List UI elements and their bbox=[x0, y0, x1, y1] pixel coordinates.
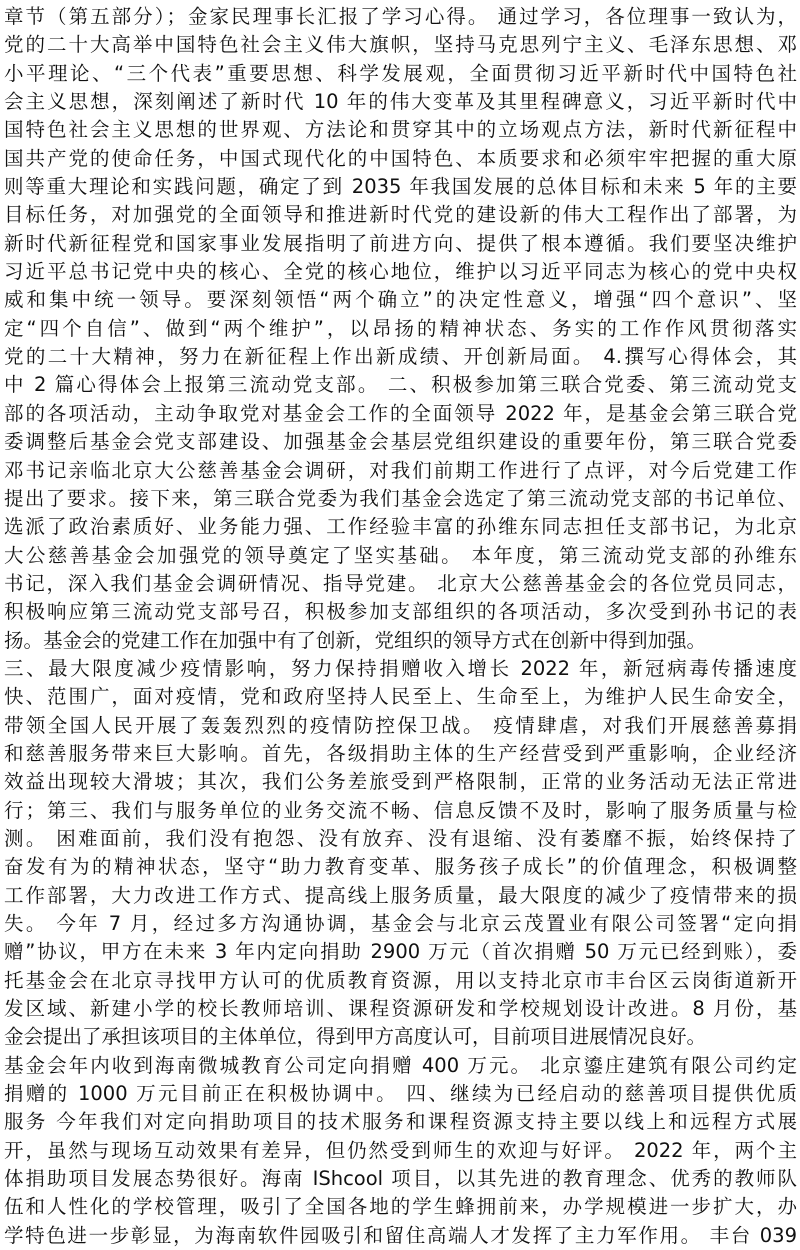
text-line: 奋发有为的精神状态，坚守“助力教育变革、服务孩子成长”的价值理念，积极调整 bbox=[4, 855, 797, 879]
text-line: 体捐助项目发展态势很好。海南 IShcool 项目，以其先进的教育理念、优秀的教师队 bbox=[4, 1167, 797, 1191]
text-line: 捐赠的 1000 万元目前正在积极协调中。 四、继续为已经启动的慈善项目提供优质 bbox=[4, 1082, 797, 1106]
text-line: 选派了政治素质好、业务能力强、工作经验丰富的孙维东同志担任支部书记，为北京 bbox=[4, 515, 797, 539]
text-line: 带领全国人民开展了轰轰烈烈的疫情防控保卫战。 疫情肆虐，对我们开展慈善募捐 bbox=[4, 713, 797, 737]
text-line: 国特色社会主义思想的世界观、方法论和贯穿其中的立场观点方法，新时代新征程中 bbox=[4, 118, 797, 142]
text-line: 定“四个自信”、做到“两个维护”，以昂扬的精神状态、务实的工作作风贯彻落实 bbox=[4, 316, 797, 340]
text-line: 委调整后基金会党支部建设、加强基金会基层党组织建设的重要年份，第三联合党委 bbox=[4, 430, 797, 454]
text-line: 提出了要求。接下来，第三联合党委为我们基金会选定了第三流动党支部的书记单位、 bbox=[4, 486, 797, 510]
text-line: 快、范围广，面对疫情，党和政府坚持人民至上、生命至上，为维护人民生命安全， bbox=[4, 685, 797, 709]
text-line: 伍和人性化的学校管理，吸引了全国各地的学生蜂拥前来，办学规模进一步扩大，办 bbox=[4, 1195, 797, 1219]
document-body-text bbox=[4, 3, 797, 1250]
text-line: 威和集中统一领导。要深刻领悟“两个确立”的决定性意义，增强“四个意识”、坚 bbox=[4, 288, 797, 312]
text-line: 赠”协议，甲方在未来 3 年内定向捐助 2900 万元（首次捐赠 50 万元已经到账），委 bbox=[4, 940, 797, 964]
text-line: 会主义思想，深刻阐述了新时代 10 年的伟大变革及其里程碑意义，习近平新时代中 bbox=[4, 90, 797, 114]
text-line: 部的各项活动，主动争取党对基金会工作的全面领导 2022 年，是基金会第三联合党 bbox=[4, 401, 797, 425]
text-line: 新时代新征程党和国家事业发展指明了前进方向、提供了根本遵循。我们要坚决维护 bbox=[4, 231, 797, 255]
text-line: 发区域、新建小学的校长教师培训、课程资源研发和学校规划设计改进。8 月份，基 bbox=[4, 997, 797, 1021]
text-line: 目标任务，对加强党的全面领导和推进新时代党的建设新的伟大工程作出了部署，为 bbox=[4, 203, 797, 227]
text-line: 小平理论、“三个代表”重要思想、科学发展观，全面贯彻习近平新时代中国特色社 bbox=[4, 61, 797, 85]
text-line: 开，虽然与现场互动效果有差异，但仍然受到师生的欢迎与好评。 2022 年，两个主 bbox=[4, 1138, 797, 1162]
text-line: 党的二十大精神，努力在新征程上作出新成绩、开创新局面。 4.撰写心得体会，其 bbox=[4, 345, 797, 369]
text-line: 党的二十大高举中国特色社会主义伟大旗帜，坚持马克思列宁主义、毛泽东思想、邓 bbox=[4, 33, 797, 57]
text-line: 金会提出了承担该项目的主体单位，得到甲方高度认可，目前项目进展情况良好。 bbox=[4, 1025, 707, 1049]
text-line: 习近平总书记党中央的核心、全党的核心地位，维护以习近平同志为核心的党中央权 bbox=[4, 260, 797, 284]
text-line: 则等重大理论和实践问题，确定了到 2035 年我国发展的总体目标和未来 5 年的主要 bbox=[4, 175, 797, 199]
text-line: 和慈善服务带来巨大影响。首先，各级捐助主体的生产经营受到严重影响，企业经济 bbox=[4, 741, 797, 765]
text-line: 效益出现较大滑坡；其次，我们公务差旅受到严格限制，正常的业务活动无法正常进 bbox=[4, 770, 797, 794]
text-line: 测。 困难面前，我们没有抱怨、没有放弃、没有退缩、没有萎靡不振，始终保持了 bbox=[4, 826, 797, 850]
text-line: 国共产党的使命任务，中国式现代化的中国特色、本质要求和必须牢牢把握的重大原 bbox=[4, 146, 797, 170]
text-line: 行；第三、我们与服务单位的业务交流不畅、信息反馈不及时，影响了服务质量与检 bbox=[4, 798, 797, 822]
text-line: 邓书记亲临北京大公慈善基金会调研，对我们前期工作进行了点评，对今后党建工作 bbox=[4, 458, 797, 482]
text-line: 三、最大限度减少疫情影响，努力保持捐赠收入增长 2022 年，新冠病毒传播速度 bbox=[4, 656, 797, 680]
text-line: 积极响应第三流动党支部号召，积极参加支部组织的各项活动，多次受到孙书记的表 bbox=[4, 600, 797, 624]
text-line: 学特色进一步彰显，为海南软件园吸引和留住高端人才发挥了主力军作用。 丰台 039 bbox=[4, 1223, 797, 1247]
text-line: 扬。基金会的党建工作在加强中有了创新，党组织的领导方式在创新中得到加强。 bbox=[4, 628, 707, 652]
text-line: 中 2 篇心得体会上报第三流动党支部。 二、积极参加第三联合党委、第三流动党支 bbox=[4, 373, 797, 397]
text-line: 大公慈善基金会加强党的领导奠定了坚实基础。 本年度，第三流动党支部的孙维东 bbox=[4, 543, 797, 567]
text-line: 工作部署，大力改进工作方式、提高线上服务质量，最大限度的减少了疫情带来的损 bbox=[4, 883, 797, 907]
text-line: 托基金会在北京寻找甲方认可的优质教育资源，用以支持北京市丰台区云岗街道新开 bbox=[4, 968, 797, 992]
text-line: 章节（第五部分）；金家民理事长汇报了学习心得。 通过学习，各位理事一致认为， bbox=[4, 5, 797, 28]
text-line: 书记，深入我们基金会调研情况、指导党建。 北京大公慈善基金会的各位党员同志， bbox=[4, 571, 797, 595]
text-line: 失。 今年 7 月，经过多方沟通协调，基金会与北京云茂置业有限公司签署“定向捐 bbox=[4, 912, 797, 935]
text-line: 基金会年内收到海南微城教育公司定向捐赠 400 万元。 北京鎏庄建筑有限公司约定 bbox=[4, 1053, 797, 1077]
text-line: 服务 今年我们对定向捐助项目的技术服务和课程资源支持主要以线上和远程方式展 bbox=[4, 1110, 797, 1134]
